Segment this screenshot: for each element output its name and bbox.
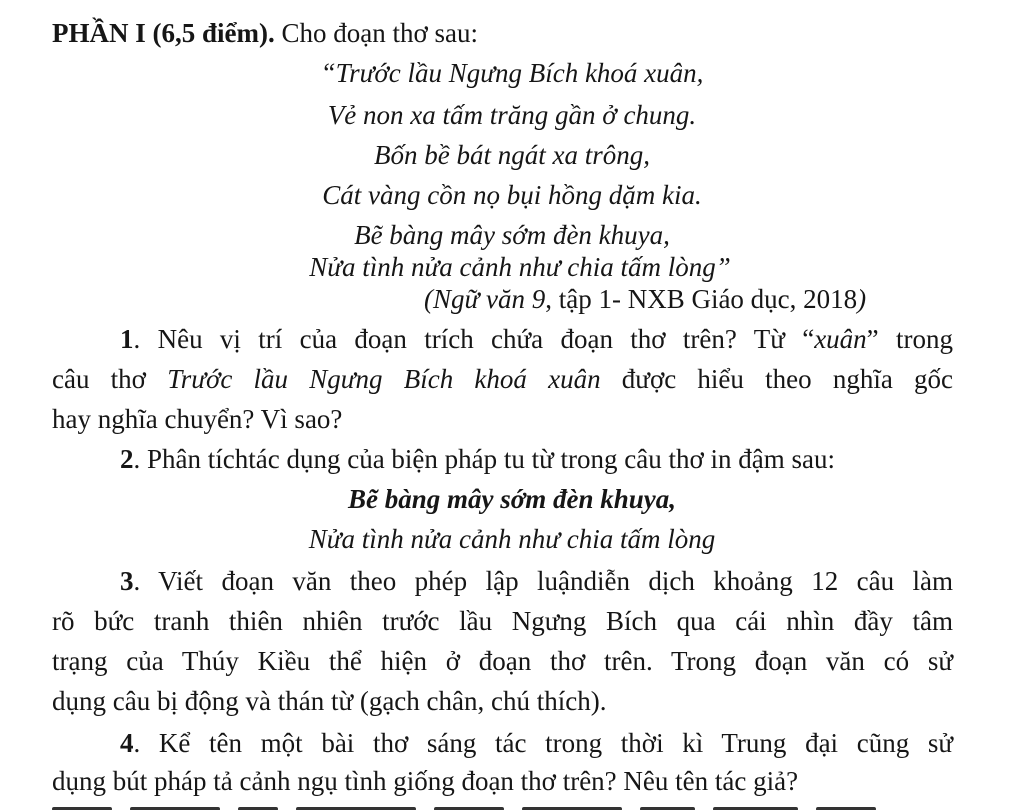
poem-line: Vẻ non xa tấm trăng gần ở chung.	[327, 100, 697, 130]
question-text: câu thơ	[52, 364, 168, 394]
section-title: PHẦN I (6,5 điểm).	[52, 18, 275, 48]
question-number: 3	[120, 566, 134, 596]
verse-line: Nửa tình nửa cảnh như chia tấm lòng	[308, 524, 716, 554]
source-book: (Ngữ văn 9	[424, 284, 546, 314]
question-1-line	[120, 322, 953, 356]
poem-source: (Ngữ văn 9, tập 1- NXB Giáo dục, 2018)	[424, 284, 867, 314]
question-2-line	[120, 442, 835, 476]
question-3-line	[120, 564, 953, 598]
quoted-verse: Trước lầu Ngưng Bích khoá xuân	[167, 364, 601, 394]
question-text: ” trong	[866, 324, 953, 354]
bold-verse: Bẽ bàng mây sớm đèn khuya,	[347, 484, 676, 514]
question-number: 1	[120, 324, 134, 354]
source-publisher: , tập 1- NXB Giáo dục, 2018	[545, 284, 858, 314]
question-number: 4	[120, 728, 134, 758]
section-heading	[52, 16, 478, 50]
question-text: . Kể tên một bài thơ sáng tác trong thời kì Trung đại cũng sử	[133, 728, 953, 758]
question-1-line	[52, 362, 953, 396]
question-1-line: hay nghĩa chuyển? Vì sao?	[52, 404, 343, 434]
question-text: . Phân tíchtác dụng của biện pháp tu từ trong câu thơ in đậm sau:	[133, 444, 835, 474]
poem-line: Bốn bề bát ngát xa trông,	[374, 140, 650, 170]
poem-line: Cát vàng cồn nọ bụi hồng dặm kia.	[322, 180, 702, 210]
cut-off-text-line	[52, 798, 952, 810]
question-text: . Viết đoạn văn theo phép lập luậndiễn dịch khoảng 12 câu làm	[133, 566, 953, 596]
poem-line: Bẽ bàng mây sớm đèn khuya,	[354, 220, 670, 250]
question-text: được hiểu theo nghĩa gốc	[600, 364, 953, 394]
question-4-line: dụng bút pháp tả cảnh ngụ tình giống đoạn thơ trên? Nêu tên tác giả?	[52, 766, 799, 796]
question-3-line: rõ bức tranh thiên nhiên trước lầu Ngưng Bích qua cái nhìn đầy tâm	[52, 606, 953, 636]
quoted-word: xuân	[814, 324, 867, 354]
section-instruction: Cho đoạn thơ sau:	[274, 18, 478, 48]
question-4-line	[120, 726, 953, 760]
question-text: . Nêu vị trí của đoạn trích chứa đoạn thơ trên? Từ “	[133, 324, 815, 354]
question-3-line: trạng của Thúy Kiều thể hiện ở đoạn thơ trên. Trong đoạn văn có sử	[52, 646, 953, 676]
question-3-line: dụng câu bị động và thán từ (gạch chân, chú thích).	[52, 686, 607, 716]
poem-line: Nửa tình nửa cảnh như chia tấm lòng”	[309, 252, 731, 282]
poem-line: “Trước lầu Ngưng Bích khoá xuân,	[320, 58, 704, 88]
question-number: 2	[120, 444, 134, 474]
